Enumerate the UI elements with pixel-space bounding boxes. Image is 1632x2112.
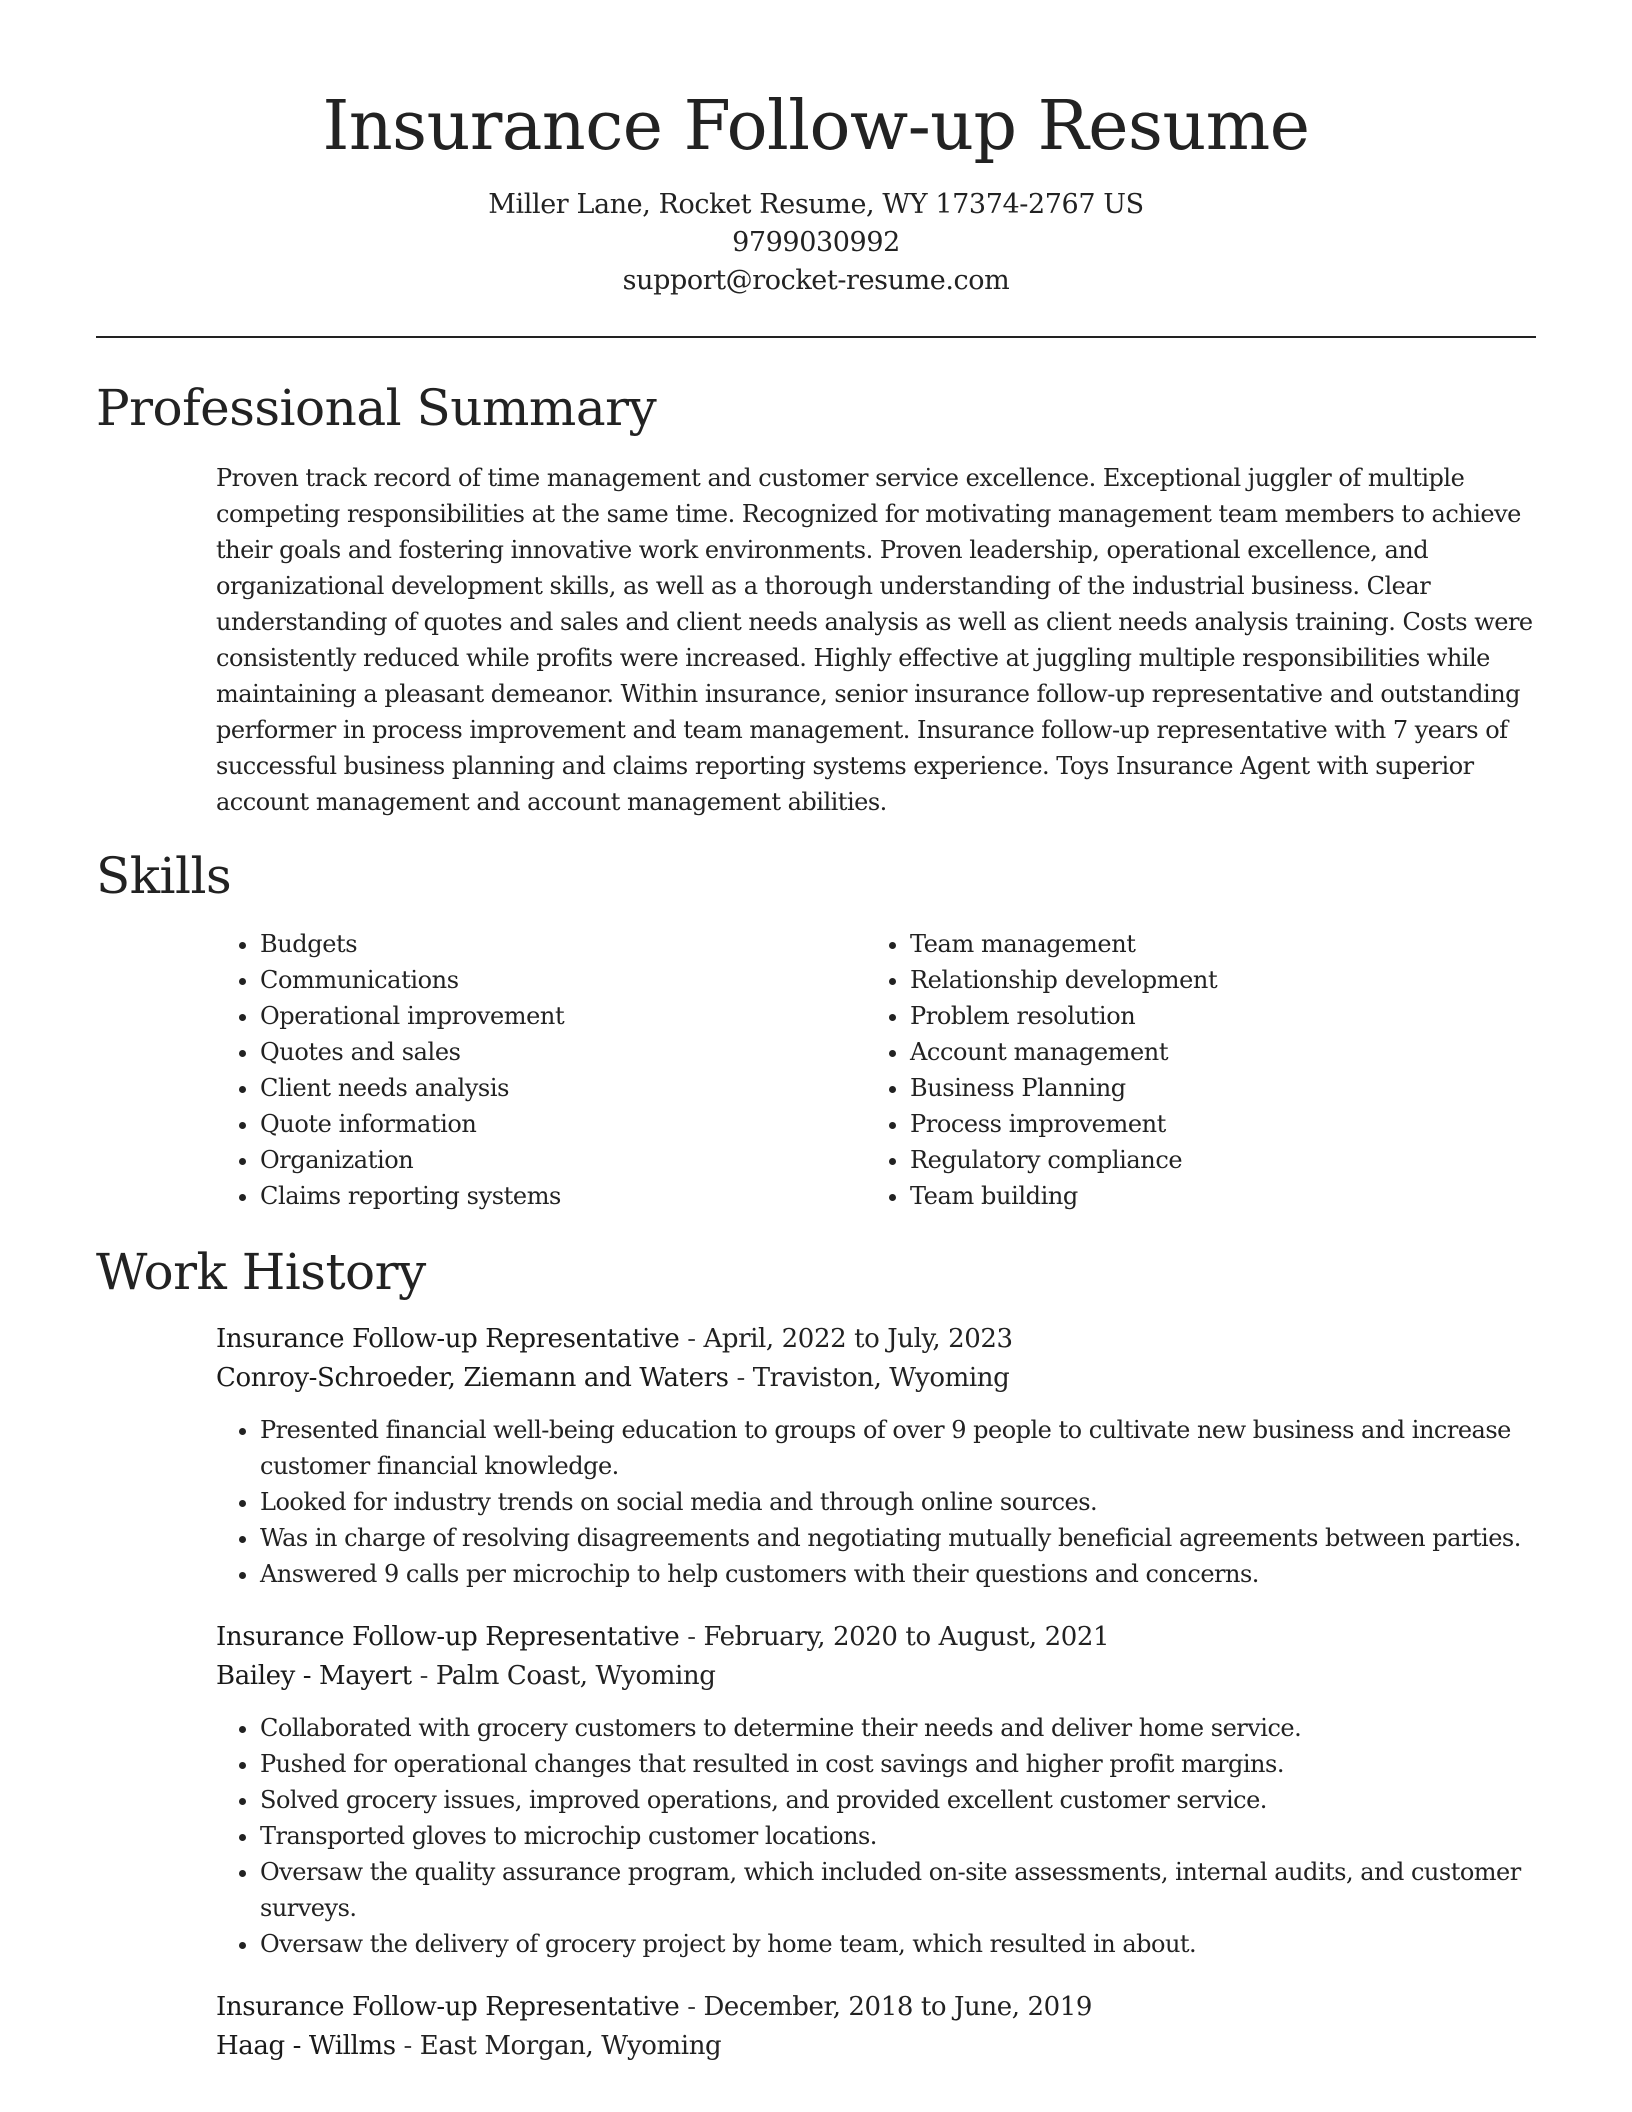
skill-item: • Business Planning: [910, 1070, 1516, 1106]
skills-heading: Skills: [96, 847, 232, 905]
skill-item: • Relationship development: [910, 962, 1516, 998]
job-bullet: • Pushed for operational changes that resulted in cost savings and higher profit margins.: [260, 1746, 1536, 1782]
skills-list-right: [866, 926, 1516, 1214]
job-separator: -: [679, 1622, 704, 1652]
job-title-line: [216, 1320, 1536, 1359]
job-location: East Morgan, Wyoming: [419, 2031, 722, 2061]
work-history-heading: Work History: [96, 1243, 426, 1301]
skill-item: • Account management: [910, 1034, 1516, 1070]
job-company: Bailey - Mayert: [216, 1661, 412, 1691]
job-dates: February, 2020 to August, 2021: [703, 1622, 1110, 1652]
job-bullet: • Oversaw the delivery of grocery project by home team, which resulted in about.: [260, 1926, 1536, 1962]
job-company-line: [216, 2027, 1536, 2066]
skill-item: • Quote information: [260, 1106, 866, 1142]
skill-item: • Claims reporting systems: [260, 1178, 866, 1214]
job-location: Palm Coast, Wyoming: [435, 1661, 716, 1691]
job-separator: -: [679, 1324, 704, 1354]
skill-item: • Communications: [260, 962, 866, 998]
job-bullet: • Answered 9 calls per microchip to help customers with their questions and concerns.: [260, 1556, 1536, 1592]
job-title: Insurance Follow-up Representative: [216, 1622, 680, 1652]
skill-item: • Quotes and sales: [260, 1034, 866, 1070]
skill-item: • Budgets: [260, 926, 866, 962]
job-bullet-list: [216, 1710, 1536, 1962]
job-separator: -: [728, 1363, 753, 1393]
contact-email: support@rocket-resume.com: [622, 265, 1010, 296]
job-bullet: • Oversaw the quality assurance program, which included on-site assessments, internal audits, and customer surveys.: [260, 1854, 1536, 1926]
resume-header: [96, 0, 1536, 300]
skill-item: • Operational improvement: [260, 998, 866, 1034]
job-bullet-list: [216, 1412, 1536, 1592]
job-entry: [216, 1988, 1536, 2066]
skill-item: • Problem resolution: [910, 998, 1516, 1034]
job-company: Conroy-Schroeder, Ziemann and Waters: [216, 1363, 729, 1393]
job-entry: [216, 1320, 1536, 1592]
job-bullet: • Transported gloves to microchip customer locations.: [260, 1818, 1536, 1854]
skills-list-left: [216, 926, 866, 1214]
job-company: Haag - Willms: [216, 2031, 396, 2061]
job-dates: December, 2018 to June, 2019: [703, 1992, 1093, 2022]
job-bullet: • Solved grocery issues, improved operations, and provided excellent customer service.: [260, 1782, 1536, 1818]
job-location: Traviston, Wyoming: [752, 1363, 1010, 1393]
contact-block: [96, 186, 1536, 300]
skill-item: • Process improvement: [910, 1106, 1516, 1142]
job-entry: [216, 1618, 1536, 1962]
job-company-line: [216, 1359, 1536, 1398]
job-title-line: [216, 1618, 1536, 1657]
job-title-line: [216, 1988, 1536, 2027]
summary-text: Proven track record of time management and customer service excellence. Exceptional juggler of multiple competing responsibilities at the same time. Recognized for motivating management team members to achieve their goals and fostering innovative work environments. Proven leadership, operational excellence, and organizational development skills, as well as a thorough understanding of the industrial business. Clear understanding of quotes and sales and client needs analysis as well as client needs analysis training. Costs were consistently reduced while profits were increased. Highly effective at juggling multiple responsibilities while maintaining a pleasant demeanor. Within insurance, senior insurance follow-up representative and outstanding performer in process improvement and team management. Insurance follow-up representative with 7 years of successful business planning and claims reporting systems experience. Toys Insurance Agent with superior account management and account management abilities.: [216, 464, 1533, 816]
skill-item: • Organization: [260, 1142, 866, 1178]
job-company-line: [216, 1657, 1536, 1696]
job-bullet: • Was in charge of resolving disagreements and negotiating mutually beneficial agreements between parties.: [260, 1520, 1536, 1556]
job-dates: April, 2022 to July, 2023: [703, 1324, 1013, 1354]
contact-phone: 9799030992: [732, 227, 900, 258]
summary-heading: Professional Summary: [96, 379, 657, 437]
work-history-section: [96, 1242, 1536, 2066]
skill-item: • Client needs analysis: [260, 1070, 866, 1106]
professional-summary-section: [96, 378, 1536, 820]
job-list: [216, 1320, 1536, 2066]
skills-section: [96, 846, 1536, 1214]
resume-page: [96, 0, 1536, 2066]
skill-item: • Team management: [910, 926, 1516, 962]
skills-grid: [216, 926, 1536, 1214]
job-bullet: • Looked for industry trends on social media and through online sources.: [260, 1484, 1536, 1520]
job-title: Insurance Follow-up Representative: [216, 1324, 680, 1354]
skill-item: • Regulatory compliance: [910, 1142, 1516, 1178]
job-title: Insurance Follow-up Representative: [216, 1992, 680, 2022]
resume-title: Insurance Follow-up Resume: [322, 87, 1310, 166]
job-separator: -: [679, 1992, 704, 2022]
job-bullet: • Presented financial well-being education to groups of over 9 people to cultivate new business and increase customer financial knowledge.: [260, 1412, 1536, 1484]
header-divider: [96, 336, 1536, 338]
job-bullet: • Collaborated with grocery customers to determine their needs and deliver home service.: [260, 1710, 1536, 1746]
job-separator: -: [395, 2031, 420, 2061]
job-separator: -: [411, 1661, 436, 1691]
skill-item: • Team building: [910, 1178, 1516, 1214]
contact-address: Miller Lane, Rocket Resume, WY 17374-2767 US: [488, 189, 1144, 220]
